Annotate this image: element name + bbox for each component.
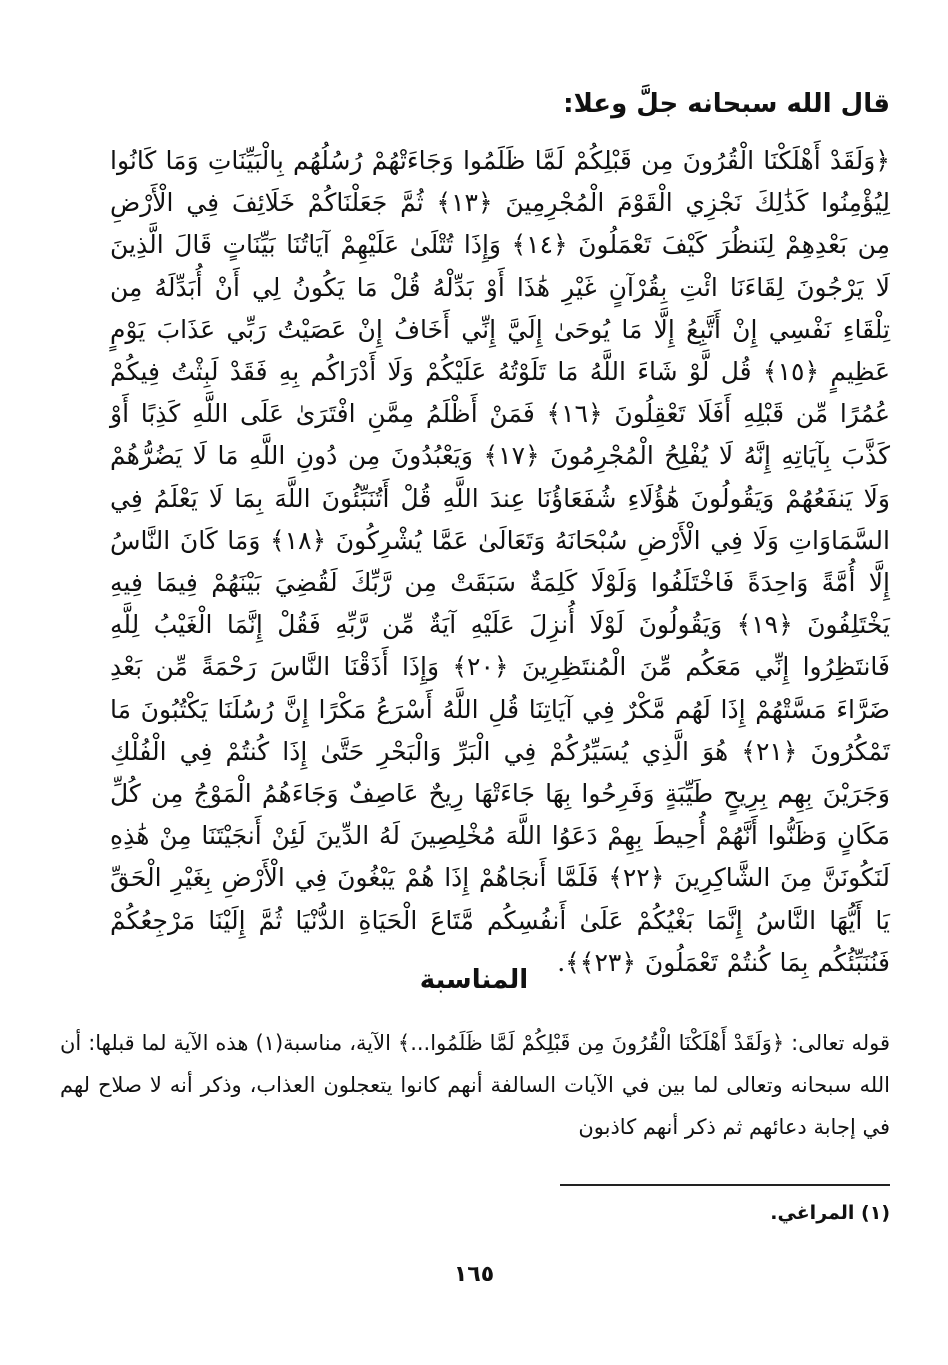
page-number: ١٦٥ bbox=[453, 1262, 495, 1287]
footnote-divider bbox=[560, 1184, 890, 1186]
quran-verses-block: ﴿وَلَقَدْ أَهْلَكْنَا الْقُرُونَ مِن قَبْلِكُمْ لَمَّا ظَلَمُوا وَجَاءَتْهُمْ رُسُلُهُم بِالْبَيِّنَاتِ وَمَا كَانُوا لِيُؤْمِنُوا كَذَٰلِكَ نَجْزِي الْقَوْمَ الْمُجْرِمِينَ ﴿١٣﴾ ثُمَّ جَعَلْنَاكُمْ خَلَائِفَ فِي الْأَرْضِ مِن بَعْدِهِمْ لِنَنظُرَ كَيْفَ تَعْمَلُونَ ﴿١٤﴾ وَإِذَا تُتْلَىٰ عَلَيْهِمْ آيَاتُنَا بَيِّنَاتٍ قَالَ الَّذِينَ لَا يَرْجُونَ لِقَاءَنَا ائْتِ بِقُرْآنٍ غَيْرِ هَٰذَا أَوْ بَدِّلْهُ قُلْ مَا يَكُونُ لِي أَنْ أُبَدِّلَهُ مِن تِلْقَاءِ نَفْسِي إِنْ أَتَّبِعُ إِلَّا مَا يُوحَىٰ إِلَيَّ إِنِّي أَخَافُ إِنْ عَصَيْتُ رَبِّي عَذَابَ يَوْمٍ عَظِيمٍ ﴿١٥﴾ قُل لَّوْ شَاءَ اللَّهُ مَا تَلَوْتُهُ عَلَيْكُمْ وَلَا أَدْرَاكُم بِهِ فَقَدْ لَبِثْتُ فِيكُمْ عُمُرًا مِّن قَبْلِهِ أَفَلَا تَعْقِلُونَ ﴿١٦﴾ فَمَنْ أَظْلَمُ مِمَّنِ افْتَرَىٰ عَلَى اللَّهِ كَذِبًا أَوْ كَذَّبَ بِآيَاتِهِ إِنَّهُ لَا يُفْلِحُ الْمُجْرِمُونَ ﴿١٧﴾ وَيَعْبُدُونَ مِن دُونِ اللَّهِ مَا لَا يَضُرُّهُمْ وَلَا يَنفَعُهُمْ وَيَقُولُونَ هَٰؤُلَاءِ شُفَعَاؤُنَا عِندَ اللَّهِ قُلْ أَتُنَبِّئُونَ اللَّهَ بِمَا لَا يَعْلَمُ فِي السَّمَاوَاتِ وَلَا فِي الْأَرْضِ سُبْحَانَهُ وَتَعَالَىٰ عَمَّا يُشْرِكُونَ ﴿١٨﴾ وَمَا كَانَ النَّاسُ إِلَّا أُمَّةً وَاحِدَةً فَاخْتَلَفُوا وَلَوْلَا كَلِمَةٌ سَبَقَتْ مِن رَّبِّكَ لَقُضِيَ بَيْنَهُمْ فِيمَا فِيهِ يَخْتَلِفُونَ ﴿١٩﴾ وَيَقُولُونَ لَوْلَا أُنزِلَ عَلَيْهِ آيَةٌ مِّن رَّبِّهِ فَقُلْ إِنَّمَا الْغَيْبُ لِلَّهِ فَانتَظِرُوا إِنِّي مَعَكُم مِّنَ الْمُنتَظِرِينَ ﴿٢٠﴾ وَإِذَا أَذَقْنَا النَّاسَ رَحْمَةً مِّن بَعْدِ ضَرَّاءَ مَسَّتْهُمْ إِذَا لَهُم مَّكْرٌ فِي آيَاتِنَا قُلِ اللَّهُ أَسْرَعُ مَكْرًا إِنَّ رُسُلَنَا يَكْتُبُونَ مَا تَمْكُرُونَ ﴿٢١﴾ هُوَ الَّذِي يُسَيِّرُكُمْ فِي الْبَرِّ وَالْبَحْرِ حَتَّىٰ إِذَا كُنتُمْ فِي الْفُلْكِ وَجَرَيْنَ بِهِم بِرِيحٍ طَيِّبَةٍ وَفَرِحُوا بِهَا جَاءَتْهَا رِيحٌ عَاصِفٌ وَجَاءَهُمُ الْمَوْجُ مِن كُلِّ مَكَانٍ وَظَنُّوا أَنَّهُمْ أُحِيطَ بِهِمْ دَعَوُا اللَّهَ مُخْلِصِينَ لَهُ الدِّينَ لَئِنْ أَنجَيْتَنَا مِنْ هَٰذِهِ لَنَكُونَنَّ مِنَ الشَّاكِرِينَ ﴿٢٢﴾ فَلَمَّا أَنجَاهُمْ إِذَا هُمْ يَبْغُونَ فِي الْأَرْضِ بِغَيْرِ الْحَقِّ يَا أَيُّهَا النَّاسُ إِنَّمَا بَغْيُكُمْ عَلَىٰ أَنفُسِكُم مَّتَاعَ الْحَيَاةِ الدُّنْيَا ثُمَّ إِلَيْنَا مَرْجِعُكُمْ فَنُنَبِّئُكُم بِمَا كُنتُمْ تَعْمَلُونَ ﴿٢٣﴾﴾. bbox=[110, 146, 891, 977]
section-title: المناسبة bbox=[419, 965, 529, 995]
footnote: (١) المراغي. bbox=[770, 1202, 890, 1224]
body-paragraph: قوله تعالى: ﴿وَلَقَدْ أَهْلَكْنَا الْقُرُونَ مِن قَبْلِكُمْ لَمَّا ظَلَمُوا...﴾ الآية، مناسبة(١) هذه الآية لما قبلها: أن الله سبحانه وتعالى لما بين في الآيات السالفة أنهم كانوا يتعجلون العذاب، وذكر أنه لا صلاح لهم في إجابة دعائهم ثم ذكر أنهم كاذبون bbox=[60, 1031, 890, 1139]
page-heading: قال الله سبحانه جلَّ وعلا: bbox=[563, 89, 890, 119]
